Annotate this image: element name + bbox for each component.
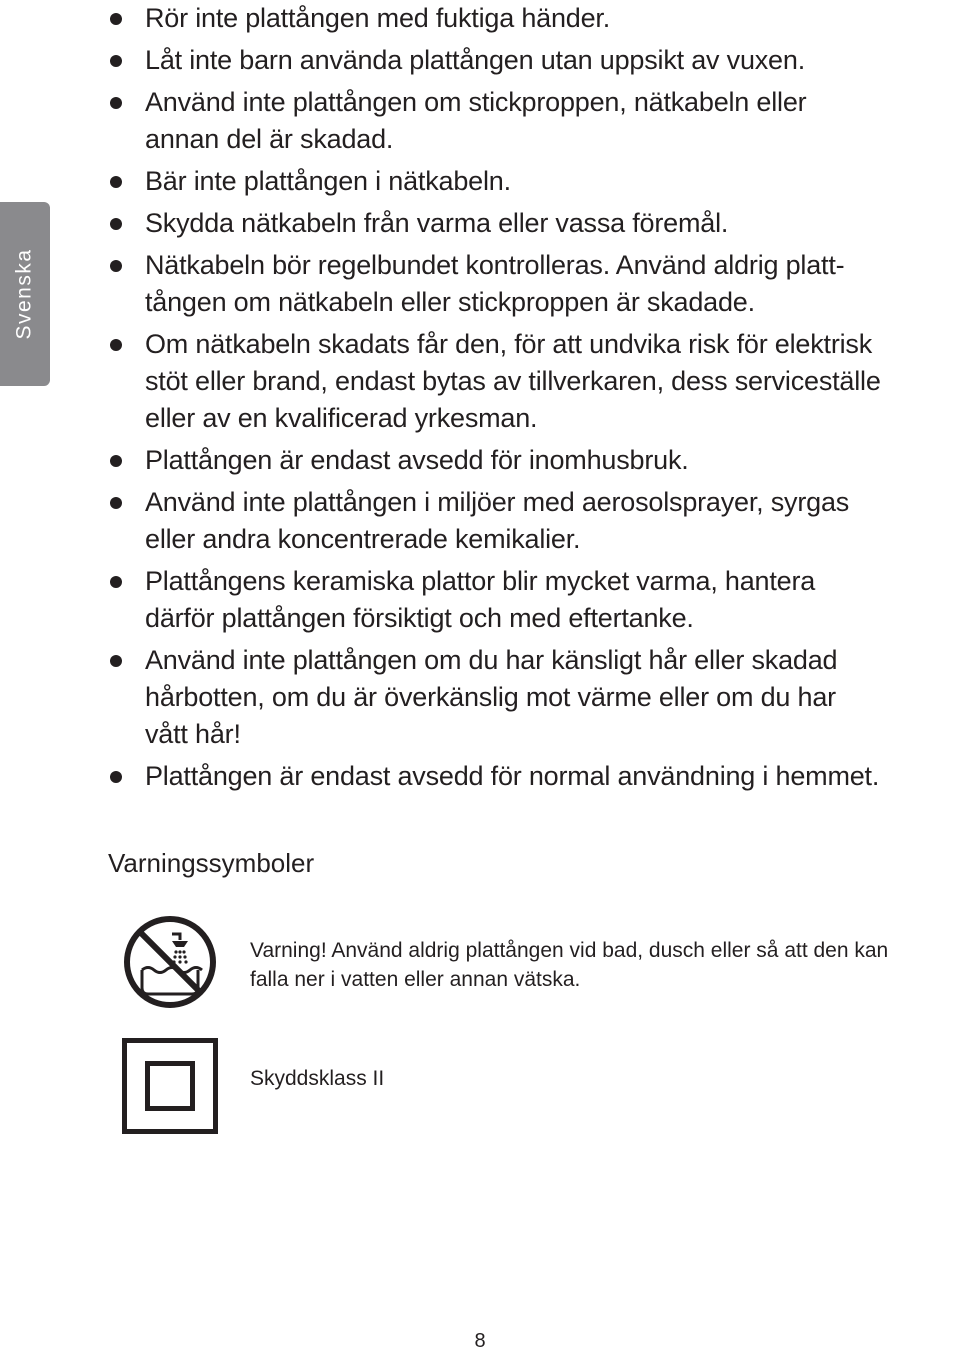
- bullet-dot-icon: [110, 771, 122, 783]
- section-heading: Varningssymboler: [108, 848, 315, 878]
- bullet-item: [108, 163, 960, 200]
- bullet-text-line: Använd inte plattången om stickproppen, nätkabeln eller: [145, 87, 807, 117]
- bullet-text-line: annan del är skadad.: [145, 124, 394, 154]
- bullet-text-line: vått hår!: [145, 719, 241, 749]
- bullet-item: [108, 205, 960, 242]
- bullet-text-line: hårbotten, om du är överkänslig mot värme eller om du har: [145, 682, 836, 712]
- bullet-dot-icon: [110, 176, 122, 188]
- class-ii-symbol-row: [122, 1038, 942, 1134]
- bullet-dot-icon: [110, 55, 122, 67]
- bullet-text-line: Använd inte plattången om du har känsligt hår eller skadad: [145, 645, 838, 675]
- bullet-text-line: tången om nätkabeln eller stickproppen är skadade.: [145, 287, 755, 317]
- bullet-text-line: Använd inte plattången i miljöer med aerosolsprayer, syrgas: [145, 487, 850, 517]
- bullet-item: [108, 442, 960, 479]
- bullet-item: [108, 563, 960, 637]
- bullet-item: [108, 484, 960, 558]
- bullet-dot-icon: [110, 339, 122, 351]
- bullet-text-line: därför plattången försiktigt och med eftertanke.: [145, 603, 694, 633]
- bullet-dot-icon: [110, 655, 122, 667]
- warning-label: Varning!: [250, 939, 327, 962]
- warning-symbol-row: [122, 914, 942, 1014]
- bullet-text-line: Rör inte plattången med fuktiga händer.: [145, 3, 611, 33]
- class-ii-double-insulation-icon: [122, 1038, 218, 1134]
- bullet-item: [108, 84, 960, 158]
- safety-bullet-list: [108, 0, 960, 795]
- bullet-item: [108, 0, 960, 37]
- bullet-text-line: Låt inte barn använda plattången utan uppsikt av vuxen.: [145, 45, 805, 75]
- bullet-dot-icon: [110, 218, 122, 230]
- no-bath-shower-icon: [122, 914, 218, 1010]
- bullet-dot-icon: [110, 13, 122, 25]
- warning-text-line: falla ner i vatten eller annan vätska.: [250, 968, 581, 991]
- bullet-item: [108, 758, 960, 795]
- bullet-dot-icon: [110, 576, 122, 588]
- bullet-dot-icon: [110, 497, 122, 509]
- warning-text-rest: Använd aldrig plattången vid bad, dusch eller så att den kan: [326, 939, 889, 962]
- bullet-text-line: eller av en kvalificerad yrkesman.: [145, 403, 538, 433]
- bullet-item: [108, 247, 960, 321]
- bullet-text-line: Plattången är endast avsedd för inomhusbruk.: [145, 445, 689, 475]
- bullet-text-line: Om nätkabeln skadats får den, för att undvika risk för elektrisk: [145, 329, 873, 359]
- page-number: 8: [474, 1330, 486, 1352]
- bullet-item: [108, 326, 960, 437]
- bullet-text-line: stöt eller brand, endast bytas av tillverkaren, dess serviceställe: [145, 366, 881, 396]
- bullet-item: [108, 642, 960, 753]
- bullet-text-line: Nätkabeln bör regelbundet kontrolleras. Använd aldrig platt-: [145, 250, 845, 280]
- bullet-dot-icon: [110, 97, 122, 109]
- bullet-item: [108, 42, 960, 79]
- bullet-text-line: eller andra koncentrerade kemikalier.: [145, 524, 581, 554]
- bullet-text-line: Plattångens keramiska plattor blir mycket varma, hantera: [145, 566, 816, 596]
- warning-symbol-description: [250, 936, 888, 994]
- class-ii-description: Skyddsklass II: [250, 1067, 385, 1090]
- language-tab-label: Svenska: [13, 248, 37, 340]
- bullet-text-line: Skydda nätkabeln från varma eller vassa föremål.: [145, 208, 729, 238]
- language-tab: [0, 202, 50, 386]
- bullet-dot-icon: [110, 455, 122, 467]
- bullet-text-line: Plattången är endast avsedd för normal användning i hemmet.: [145, 761, 880, 791]
- bullet-dot-icon: [110, 260, 122, 272]
- warning-text-line: [250, 936, 888, 965]
- bullet-text-line: Bär inte plattången i nätkabeln.: [145, 166, 511, 196]
